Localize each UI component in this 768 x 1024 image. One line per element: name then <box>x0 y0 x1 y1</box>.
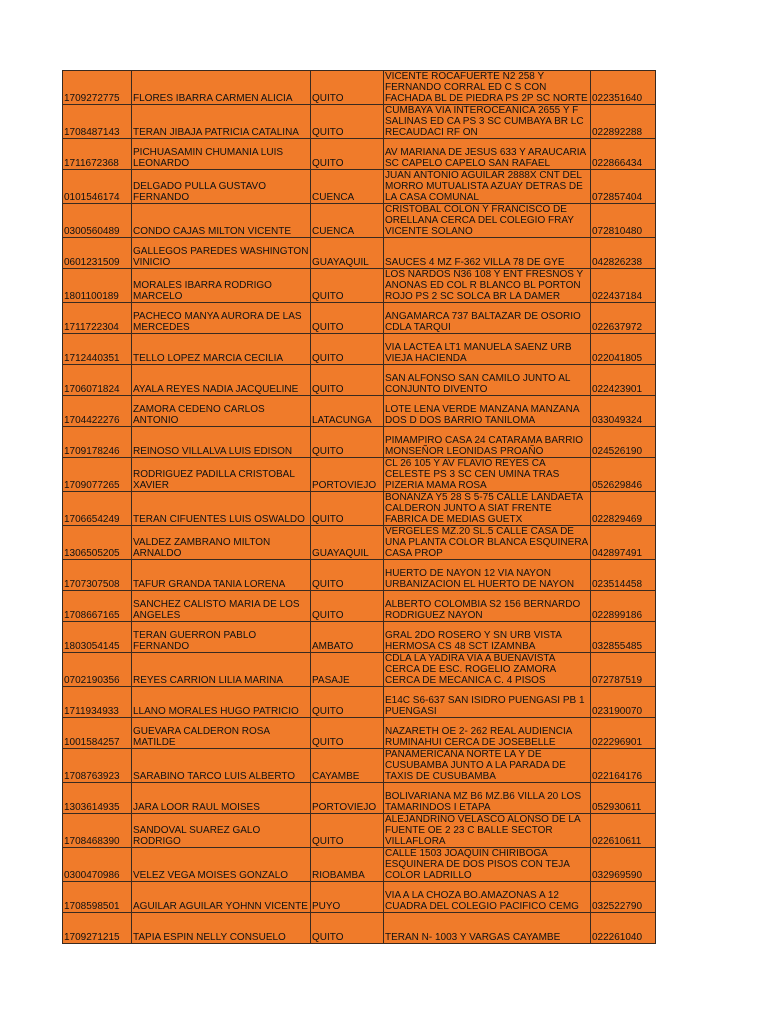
table-row <box>63 303 656 334</box>
cell-address[interactable] <box>384 139 591 170</box>
cell-city[interactable] <box>311 334 384 365</box>
cell-name[interactable] <box>132 882 311 913</box>
cell-name[interactable] <box>132 427 311 458</box>
cell-id-text: 1001584257 <box>64 737 120 748</box>
cell-city-text: RIOBAMBA <box>312 870 365 881</box>
spreadsheet-table <box>62 70 656 944</box>
cell-city[interactable] <box>311 783 384 814</box>
cell-id[interactable] <box>63 718 132 749</box>
cell-phone[interactable] <box>591 718 656 749</box>
cell-name[interactable] <box>132 269 311 303</box>
cell-name[interactable] <box>132 396 311 427</box>
cell-city-text: AMBATO <box>312 641 354 652</box>
table-row <box>63 653 656 687</box>
cell-address-text: SAUCES 4 MZ F-362 VILLA 78 DE GYE <box>385 257 565 268</box>
cell-id-text: 0101546174 <box>64 192 120 203</box>
cell-address-text: NAZARETH OE 2- 262 REAL AUDIENCIA RUMINAHUI CERCA DE JOSEBELLE <box>385 726 572 748</box>
cell-address[interactable] <box>384 303 591 334</box>
cell-city[interactable] <box>311 303 384 334</box>
cell-id[interactable] <box>63 882 132 913</box>
cell-address[interactable] <box>384 170 591 204</box>
cell-phone-text: 022899186 <box>592 610 643 621</box>
cell-city[interactable] <box>311 427 384 458</box>
cell-name[interactable] <box>132 687 311 718</box>
cell-phone-text: 042897491 <box>592 548 643 559</box>
spreadsheet-body <box>63 71 656 944</box>
cell-id[interactable] <box>63 783 132 814</box>
table-row <box>63 622 656 653</box>
cell-name[interactable] <box>132 204 311 238</box>
cell-city-text: PORTOVIEJO <box>312 802 377 813</box>
cell-city-text: GUAYAQUIL <box>312 548 369 559</box>
cell-address-text: HUERTO DE NAYON 12 VIA NAYON URBANIZACION EL HUERTO DE NAYON <box>385 568 575 590</box>
cell-phone[interactable] <box>591 427 656 458</box>
table-row <box>63 427 656 458</box>
table-row <box>63 365 656 396</box>
cell-name[interactable] <box>132 913 311 944</box>
cell-name[interactable] <box>132 303 311 334</box>
cell-address[interactable] <box>384 560 591 591</box>
cell-phone[interactable] <box>591 303 656 334</box>
cell-phone-text: 032522790 <box>592 901 643 912</box>
cell-address-text: PANAMERICANA NORTE LA Y DE CUSUBAMBA JUNTO A LA PARADA DE TAXIS DE CUSUBAMBA <box>385 749 566 782</box>
cell-name[interactable] <box>132 848 311 882</box>
cell-name-text: SANCHEZ CALISTO MARIA DE LOS ANGELES <box>133 599 300 621</box>
cell-phone[interactable] <box>591 334 656 365</box>
cell-phone[interactable] <box>591 365 656 396</box>
cell-name[interactable] <box>132 560 311 591</box>
cell-phone-text: 032969590 <box>592 870 643 881</box>
cell-id-text: 1303614935 <box>64 802 120 813</box>
cell-name-text: CONDO CAJAS MILTON VICENTE <box>133 226 291 237</box>
table-row <box>63 882 656 913</box>
cell-name-text: RODRIGUEZ PADILLA CRISTOBAL XAVIER <box>133 469 295 491</box>
cell-address[interactable] <box>384 269 591 303</box>
cell-phone[interactable] <box>591 882 656 913</box>
cell-id-text: 1708468390 <box>64 836 120 847</box>
cell-city[interactable] <box>311 591 384 622</box>
cell-name-text: TAFUR GRANDA TANIA LORENA <box>133 579 286 590</box>
cell-city-text: QUITO <box>312 932 344 943</box>
cell-address-text: VERGELES MZ.20 SL.5 CALLE CASA DE UNA PLANTA COLOR BLANCA ESQUINERA CASA PROP <box>385 526 588 559</box>
cell-id-text: 1708667165 <box>64 610 120 621</box>
cell-name-text: VELEZ VEGA MOISES GONZALO <box>133 870 289 881</box>
cell-address[interactable] <box>384 204 591 238</box>
cell-city-text: QUITO <box>312 836 344 847</box>
cell-phone-text: 052930611 <box>592 802 642 813</box>
table-row <box>63 687 656 718</box>
cell-name[interactable] <box>132 139 311 170</box>
cell-id-text: 1706071824 <box>64 384 120 395</box>
cell-name-text: FLORES IBARRA CARMEN ALICIA <box>133 93 293 104</box>
cell-address[interactable] <box>384 814 591 848</box>
cell-name-text: GUEVARA CALDERON ROSA MATILDE <box>133 726 270 748</box>
cell-phone-text: 072857404 <box>592 192 643 203</box>
cell-phone[interactable] <box>591 238 656 269</box>
cell-city-text: PORTOVIEJO <box>312 480 377 491</box>
cell-city-text: QUITO <box>312 322 344 333</box>
cell-name[interactable] <box>132 622 311 653</box>
cell-address[interactable] <box>384 427 591 458</box>
cell-id[interactable] <box>63 365 132 396</box>
cell-address-text: JUAN ANTONIO AGUILAR 2888X CNT DEL MORRO MUTUALISTA AZUAY DETRAS DE LA CASA COMUNAL <box>385 170 583 203</box>
table-row <box>63 139 656 170</box>
cell-city[interactable] <box>311 396 384 427</box>
cell-phone[interactable] <box>591 170 656 204</box>
cell-address-text: ANGAMARCA 737 BALTAZAR DE OSORIO CDLA TARQUI <box>385 311 581 333</box>
cell-phone[interactable] <box>591 396 656 427</box>
cell-id-text: 1803054145 <box>64 641 120 652</box>
cell-name[interactable] <box>132 71 311 105</box>
cell-id[interactable] <box>63 560 132 591</box>
cell-id-text: 0300560489 <box>64 226 120 237</box>
cell-phone[interactable] <box>591 749 656 783</box>
cell-name-text: AYALA REYES NADIA JACQUELINE <box>133 384 299 395</box>
table-row <box>63 526 656 560</box>
table-row <box>63 170 656 204</box>
cell-city[interactable] <box>311 560 384 591</box>
cell-phone[interactable] <box>591 913 656 944</box>
cell-name[interactable] <box>132 526 311 560</box>
cell-phone[interactable] <box>591 560 656 591</box>
cell-id-text: 1709178246 <box>64 446 120 457</box>
cell-name-text: LLANO MORALES HUGO PATRICIO <box>133 706 299 717</box>
cell-city[interactable] <box>311 848 384 882</box>
table-row <box>63 783 656 814</box>
cell-address-text: VIA A LA CHOZA BO.AMAZONAS A 12 CUADRA DEL COLEGIO PACIFICO CEMG <box>385 890 579 912</box>
cell-id-text: 1306505205 <box>64 548 120 559</box>
cell-phone-text: 023514458 <box>592 579 643 590</box>
cell-name[interactable] <box>132 170 311 204</box>
cell-name[interactable] <box>132 238 311 269</box>
cell-id-text: 1712440351 <box>64 353 120 364</box>
cell-id[interactable] <box>63 526 132 560</box>
cell-name-text: ZAMORA CEDEÑO CARLOS ANTONIO <box>133 404 265 426</box>
cell-city[interactable] <box>311 526 384 560</box>
cell-city-text: PUYO <box>312 901 341 912</box>
cell-name[interactable] <box>132 814 311 848</box>
cell-city[interactable] <box>311 139 384 170</box>
cell-address[interactable] <box>384 396 591 427</box>
cell-name-text: JARA LOOR RAUL MOISES <box>133 802 260 813</box>
cell-address[interactable] <box>384 492 591 526</box>
cell-address[interactable] <box>384 458 591 492</box>
table-row <box>63 848 656 882</box>
cell-id[interactable] <box>63 170 132 204</box>
cell-id[interactable] <box>63 427 132 458</box>
cell-phone-text: 032855485 <box>592 641 643 652</box>
cell-city[interactable] <box>311 458 384 492</box>
cell-phone[interactable] <box>591 269 656 303</box>
table-row <box>63 71 656 105</box>
cell-phone[interactable] <box>591 622 656 653</box>
cell-city[interactable] <box>311 269 384 303</box>
cell-city-text: QUITO <box>312 706 344 717</box>
cell-name-text: TERAN GUERRON PABLO FERNANDO <box>133 630 257 652</box>
cell-id-text: 1709271215 <box>64 932 120 943</box>
cell-id[interactable] <box>63 71 132 105</box>
cell-phone-text: 022892288 <box>592 127 643 138</box>
cell-phone-text: 022866434 <box>592 158 643 169</box>
cell-address-text: BONANZA Y5 28 S 5-75 CALLE LANDAETA CALDERON JUNTO A SIAT FRENTE FABRICA DE MEDIAS GUETX <box>385 492 583 525</box>
cell-city[interactable] <box>311 238 384 269</box>
cell-name[interactable] <box>132 718 311 749</box>
cell-city-text: GUAYAQUIL <box>312 257 369 268</box>
table-row <box>63 591 656 622</box>
cell-address[interactable] <box>384 749 591 783</box>
cell-phone-text: 072787519 <box>592 675 643 686</box>
cell-id[interactable] <box>63 653 132 687</box>
cell-phone[interactable] <box>591 591 656 622</box>
cell-id[interactable] <box>63 396 132 427</box>
table-row <box>63 269 656 303</box>
cell-phone-text: 022423901 <box>592 384 643 395</box>
cell-name-text: TAPIA ESPIN NELLY CONSUELO <box>133 932 286 943</box>
cell-city-text: LATACUNGA <box>312 415 372 426</box>
table-row <box>63 204 656 238</box>
cell-city-text: QUITO <box>312 158 344 169</box>
cell-city[interactable] <box>311 71 384 105</box>
cell-address[interactable] <box>384 71 591 105</box>
cell-name-text: TELLO LOPEZ MARCIA CECILIA <box>133 353 284 364</box>
cell-name-text: REYES CARRION LILIA MARINA <box>133 675 284 686</box>
cell-name-text: PACHECO MANYA AURORA DE LAS MERCEDES <box>133 311 302 333</box>
cell-address[interactable] <box>384 105 591 139</box>
cell-city-text: CUENCA <box>312 192 355 203</box>
cell-phone-text: 022164176 <box>592 771 643 782</box>
cell-address-text: AV MARIANA DE JESUS 633 Y ARAUCARIA SC CAPELO CAPELO SAN RAFAEL <box>385 147 586 169</box>
cell-address[interactable] <box>384 622 591 653</box>
cell-city-text: PASAJE <box>312 675 350 686</box>
cell-phone-text: 052629846 <box>592 480 643 491</box>
cell-city-text: QUITO <box>312 353 344 364</box>
cell-name-text: TERAN CIFUENTES LUIS OSWALDO <box>133 514 305 525</box>
cell-city[interactable] <box>311 365 384 396</box>
cell-name-text: SANDOVAL SUAREZ GALO RODRIGO <box>133 825 261 847</box>
table-row <box>63 105 656 139</box>
cell-id[interactable] <box>63 105 132 139</box>
cell-name-text: VALDEZ ZAMBRANO MILTON ARNALDO <box>133 537 271 559</box>
cell-phone-text: 022296901 <box>592 737 643 748</box>
cell-city-text: CUENCA <box>312 226 355 237</box>
cell-address-text: BOLIVARIANA MZ B6 MZ.B6 VILLA 20 LOS TAMARINDOS I ETAPA <box>385 791 582 813</box>
cell-phone-text: 022261040 <box>592 932 643 943</box>
cell-name[interactable] <box>132 492 311 526</box>
cell-phone[interactable] <box>591 105 656 139</box>
cell-name-text: PICHUASAMIN CHUMANIA LUIS LEONARDO <box>133 147 284 169</box>
cell-phone-text: 022829469 <box>592 514 643 525</box>
cell-city[interactable] <box>311 882 384 913</box>
cell-city[interactable] <box>311 622 384 653</box>
cell-address-text: E14C S6-637 SAN ISIDRO PUENGASI PB 1 PUENGASI <box>385 695 585 717</box>
cell-id-text: 1706654249 <box>64 514 120 525</box>
cell-city-text: QUITO <box>312 514 344 525</box>
cell-name[interactable] <box>132 334 311 365</box>
table-row <box>63 238 656 269</box>
cell-address[interactable] <box>384 591 591 622</box>
cell-id-text: 1711722304 <box>64 322 119 333</box>
cell-phone-text: 072810480 <box>592 226 643 237</box>
cell-phone[interactable] <box>591 687 656 718</box>
cell-address-text: VIA LACTEA LT1 MANUELA SAENZ URB VIEJA HACIENDA <box>385 342 572 364</box>
cell-address-text: CUMBAYA VIA INTEROCEANICA 2655 Y F SALINAS ED CA PS 3 SC CUMBAYA BR LC RECAUDACI RF ON <box>385 105 584 138</box>
cell-city[interactable] <box>311 814 384 848</box>
cell-phone-text: 022351640 <box>592 93 643 104</box>
cell-id[interactable] <box>63 913 132 944</box>
cell-city-text: QUITO <box>312 446 344 457</box>
cell-address[interactable] <box>384 238 591 269</box>
cell-city[interactable] <box>311 170 384 204</box>
cell-address-text: CL 26 105 Y AV FLAVIO REYES CA CELESTE PS 3 SC CEN UMINA TRAS PIZERIA MAMA ROSA <box>385 458 560 491</box>
cell-city-text: QUITO <box>312 127 344 138</box>
cell-city-text: QUITO <box>312 93 344 104</box>
cell-id-text: 1707307508 <box>64 579 120 590</box>
cell-name-text: AGUILAR AGUILAR YOHNN VICENTE <box>133 901 308 912</box>
cell-phone[interactable] <box>591 814 656 848</box>
cell-phone-text: 022610611 <box>592 836 642 847</box>
cell-id[interactable] <box>63 269 132 303</box>
table-row <box>63 814 656 848</box>
cell-id[interactable] <box>63 458 132 492</box>
cell-phone[interactable] <box>591 458 656 492</box>
cell-address-text: SAN ALFONSO SAN CAMILO JUNTO AL CONJUNTO DIVENTO <box>385 373 571 395</box>
cell-phone-text: 023190070 <box>592 706 643 717</box>
cell-address-text: CDLA LA YADIRA VIA A BUENAVISTA CERCA DE ESC. ROGELIO ZAMORA CERCA DE MECANICA C. 4 PISOS <box>385 653 556 686</box>
cell-id-text: 1708763923 <box>64 771 120 782</box>
cell-address-text: CALLE 1503 JOAQUIN CHIRIBOGA ESQUINERA DE DOS PISOS CON TEJA COLOR LADRILLO <box>385 848 570 881</box>
cell-city-text: QUITO <box>312 579 344 590</box>
cell-name[interactable] <box>132 458 311 492</box>
cell-name[interactable] <box>132 591 311 622</box>
table-row <box>63 458 656 492</box>
cell-address-text: LOS NARDOS N36 108 Y ENT FRESNOS Y ANONAS ED COL R BLANCO BL PORTON ROJO PS 2 SC SOLCA BR LA DAMER <box>385 269 584 302</box>
cell-phone[interactable] <box>591 783 656 814</box>
cell-name-text: GALLEGOS PAREDES WASHINGTON VINICIO <box>133 246 309 268</box>
cell-address[interactable] <box>384 882 591 913</box>
cell-phone-text: 022041805 <box>592 353 643 364</box>
cell-id-text: 1704422276 <box>64 415 120 426</box>
cell-id-text: 1709077265 <box>64 480 120 491</box>
cell-address-text: LOTE LENA VERDE MANZANA MANZANA DOS D DOS BARRIO TANILOMA <box>385 404 579 426</box>
cell-city[interactable] <box>311 718 384 749</box>
cell-phone[interactable] <box>591 71 656 105</box>
cell-address[interactable] <box>384 526 591 560</box>
cell-phone-text: 022637972 <box>592 322 643 333</box>
cell-phone-text: 024526190 <box>592 446 643 457</box>
cell-id-text: 0702190356 <box>64 675 120 686</box>
cell-city[interactable] <box>311 204 384 238</box>
cell-address-text: GRAL 2DO ROSERO Y SN URB VISTA HERMOSA CS 48 SCT IZAMNBA <box>385 630 562 652</box>
cell-id[interactable] <box>63 238 132 269</box>
cell-phone[interactable] <box>591 139 656 170</box>
cell-address-text: PIMAMPIRO CASA 24 CATARAMA BARRIO MONSEÑOR LEONIDAS PROAÑO <box>385 435 584 457</box>
cell-id[interactable] <box>63 334 132 365</box>
cell-name[interactable] <box>132 105 311 139</box>
cell-address[interactable] <box>384 913 591 944</box>
cell-id-text: 0601231509 <box>64 257 120 268</box>
cell-city[interactable] <box>311 653 384 687</box>
cell-id[interactable] <box>63 749 132 783</box>
cell-phone-text: 033049324 <box>592 415 643 426</box>
cell-name[interactable] <box>132 365 311 396</box>
cell-name-text: REINOSO VILLALVA LUIS EDISON <box>133 446 293 457</box>
table-row <box>63 560 656 591</box>
cell-name-text: MORALES IBARRA RODRIGO MARCELO <box>133 280 272 302</box>
cell-id-text: 0300470986 <box>64 870 120 881</box>
cell-address[interactable] <box>384 783 591 814</box>
cell-name-text: SARABINO TARCO LUIS ALBERTO <box>133 771 296 782</box>
cell-id[interactable] <box>63 303 132 334</box>
cell-city[interactable] <box>311 913 384 944</box>
cell-phone[interactable] <box>591 653 656 687</box>
cell-id-text: 1708598501 <box>64 901 120 912</box>
cell-address[interactable] <box>384 687 591 718</box>
cell-address[interactable] <box>384 334 591 365</box>
cell-id[interactable] <box>63 622 132 653</box>
cell-id-text: 1709272775 <box>64 93 120 104</box>
cell-address[interactable] <box>384 365 591 396</box>
cell-city[interactable] <box>311 687 384 718</box>
table-row <box>63 334 656 365</box>
cell-address[interactable] <box>384 718 591 749</box>
cell-name[interactable] <box>132 783 311 814</box>
cell-address-text: VICENTE ROCAFUERTE N2 258 Y FERNANDO CORRAL ED C S CON FACHADA BL DE PIEDRA PS 2P SC NORTE <box>385 71 588 104</box>
cell-id[interactable] <box>63 848 132 882</box>
cell-city-text: QUITO <box>312 737 344 748</box>
table-row <box>63 396 656 427</box>
cell-address-text: ALBERTO COLOMBIA S2 156 BERNARDO RODRIGUEZ NAYON <box>385 599 581 621</box>
cell-name-text: TERAN JIBAJA PATRICIA CATALINA <box>133 127 299 138</box>
cell-address-text: TERAN N- 1003 Y VARGAS CAYAMBE <box>385 932 561 943</box>
table-row <box>63 749 656 783</box>
cell-id[interactable] <box>63 591 132 622</box>
cell-phone-text: 022437184 <box>592 291 643 302</box>
table-row <box>63 718 656 749</box>
cell-city-text: QUITO <box>312 610 344 621</box>
cell-phone-text: 042826238 <box>592 257 643 268</box>
cell-name-text: DELGADO PULLA GUSTAVO FERNANDO <box>133 181 267 203</box>
table-row <box>63 913 656 944</box>
cell-address-text: CRISTOBAL COLON Y FRANCISCO DE ORELLANA CERCA DEL COLEGIO FRAY VICENTE SOLANO <box>385 204 574 237</box>
cell-id[interactable] <box>63 204 132 238</box>
cell-city[interactable] <box>311 749 384 783</box>
table-row <box>63 492 656 526</box>
cell-id-text: 1708487143 <box>64 127 120 138</box>
cell-address[interactable] <box>384 653 591 687</box>
cell-name[interactable] <box>132 653 311 687</box>
cell-city-text: CAYAMBE <box>312 771 360 782</box>
cell-city[interactable] <box>311 492 384 526</box>
cell-address-text: ALEJANDRINO VELASCO ALONSO DE LA FUENTE OE 2 23 C BALLE SECTOR VILLAFLORA <box>385 814 581 847</box>
cell-id[interactable] <box>63 139 132 170</box>
cell-id[interactable] <box>63 814 132 848</box>
cell-id[interactable] <box>63 492 132 526</box>
cell-phone[interactable] <box>591 204 656 238</box>
cell-id-text: 1801100189 <box>64 291 119 302</box>
cell-id-text: 1711934933 <box>64 706 119 717</box>
cell-name[interactable] <box>132 749 311 783</box>
cell-city[interactable] <box>311 105 384 139</box>
cell-address[interactable] <box>384 848 591 882</box>
cell-phone[interactable] <box>591 848 656 882</box>
cell-city-text: QUITO <box>312 384 344 395</box>
cell-phone[interactable] <box>591 526 656 560</box>
cell-id-text: 1711672368 <box>64 158 119 169</box>
cell-city-text: QUITO <box>312 291 344 302</box>
cell-id[interactable] <box>63 687 132 718</box>
cell-phone[interactable] <box>591 492 656 526</box>
